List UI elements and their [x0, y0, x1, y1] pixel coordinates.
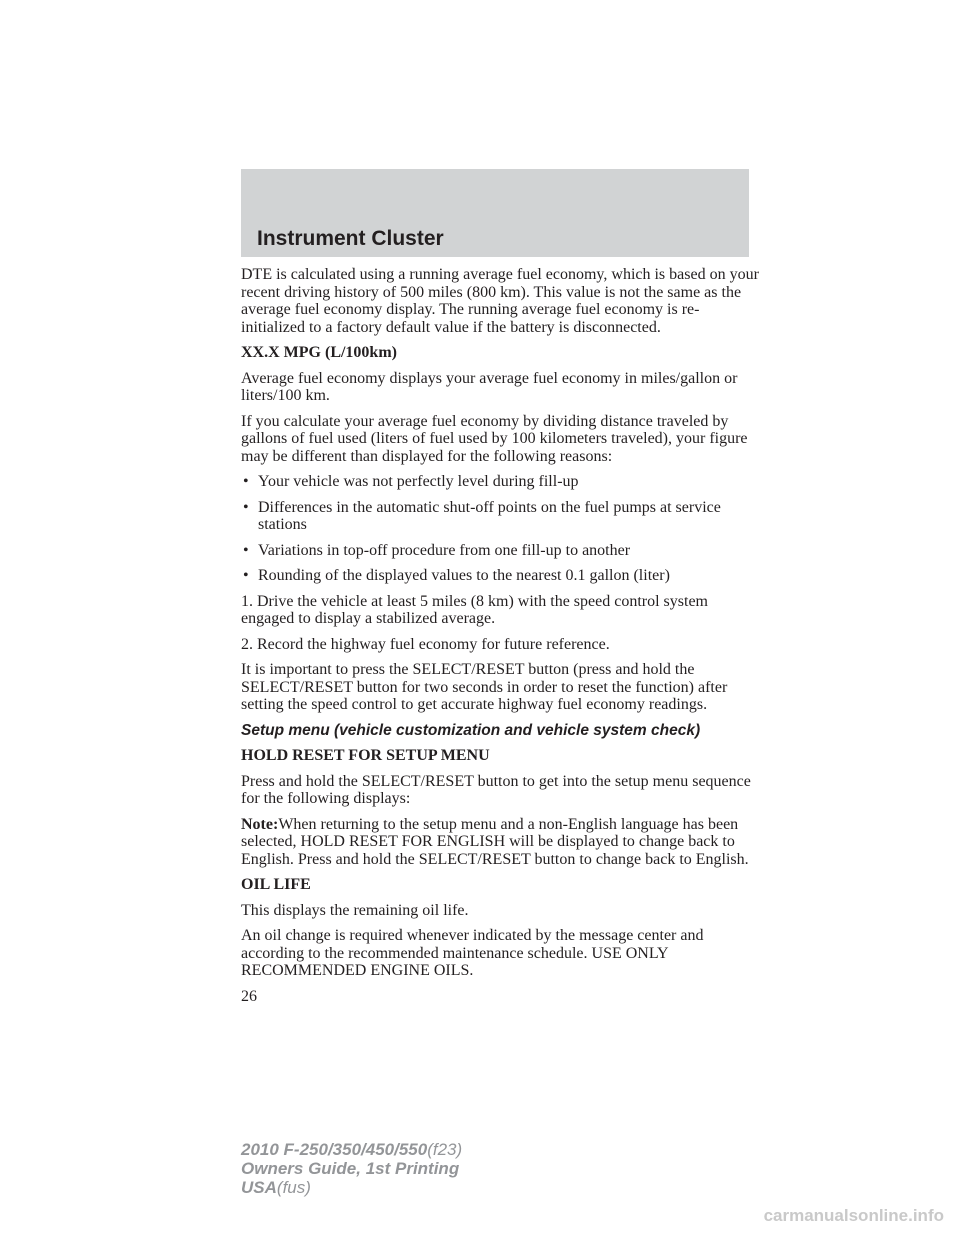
paragraph-press-hold: Press and hold the SELECT/RESET button to get into the setup menu sequence for the following displays: [241, 772, 751, 807]
list-item: • Variations in top-off procedure from one fill-up to another [241, 542, 761, 560]
section-title: Instrument Cluster [257, 227, 444, 250]
paragraph-oil-life: This displays the remaining oil life. [241, 901, 469, 919]
note-label: Note: [241, 815, 279, 833]
reasons-list [241, 473, 761, 585]
footer-guide: Owners Guide, 1st Printing [241, 1159, 460, 1178]
list-item: • Your vehicle was not perfectly level during fill-up [241, 473, 761, 491]
heading-oil-life: OIL LIFE [241, 876, 311, 893]
page-content [241, 266, 761, 1013]
footer-line-region [241, 1178, 462, 1197]
step-2: 2. Record the highway fuel economy for future reference. [241, 635, 610, 653]
note-text: When returning to the setup menu and a non-English language has been selected, HOLD RESET FOR ENGLISH will be displayed to change back to English. Press and hold the SELECT/RESET button to change back to English. [241, 815, 749, 868]
paragraph-dte: DTE is calculated using a running average fuel economy, which is based on your recent driving history of 500 miles (800 km). This value is not the same as the average fuel economy display. The running average fuel economy is re-initialized to a factory default value if the battery is disconnected. [241, 266, 759, 336]
watermark: carmanualsonline.info [763, 1206, 944, 1225]
footer-model-code: (f23) [427, 1140, 463, 1159]
footer-region: USA [241, 1178, 277, 1197]
paragraph-oil-change: An oil change is required whenever indicated by the message center and according to the recommended maintenance schedule. USE ONLY RECOMMENDED ENGINE OILS. [241, 927, 704, 979]
paragraph-calculation: If you calculate your average fuel economy by dividing distance traveled by gallons of fuel used (liters of fuel used by 100 kilometers traveled), your figure may be different than displayed for the following reasons: [241, 412, 748, 465]
footer-line-model [241, 1140, 462, 1159]
page-number: 26 [241, 987, 257, 1005]
list-item: • Differences in the automatic shut-off points on the fuel pumps at service stations [241, 499, 761, 534]
document-footer [241, 1140, 462, 1197]
subheading-setup-menu: Setup menu (vehicle customization and vehicle system check) [241, 721, 701, 739]
note-paragraph [241, 816, 761, 869]
paragraph-important: It is important to press the SELECT/RESET button (press and hold the SELECT/RESET button for two seconds in order to reset the function) after setting the speed control to get accurate highway fuel economy readings. [241, 661, 728, 713]
heading-mpg: XX.X MPG (L/100km) [241, 344, 397, 361]
section-header-band [241, 169, 749, 257]
paragraph-average-fuel-economy: Average fuel economy displays your average fuel economy in miles/gallon or liters/100 km. [241, 369, 738, 404]
heading-hold-reset: HOLD RESET FOR SETUP MENU [241, 747, 490, 764]
list-item: • Rounding of the displayed values to the nearest 0.1 gallon (liter) [241, 567, 761, 585]
footer-region-code: (fus) [276, 1178, 311, 1197]
footer-model: 2010 F-250/350/450/550 [241, 1140, 428, 1159]
step-1: 1. Drive the vehicle at least 5 miles (8 km) with the speed control system engaged to display a stabilized average. [241, 592, 708, 627]
